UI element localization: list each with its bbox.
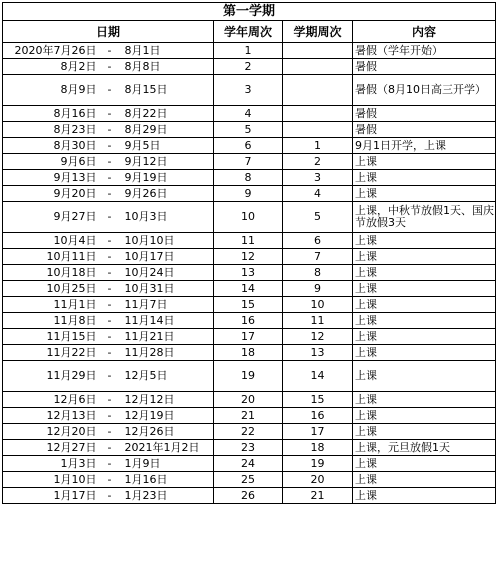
date-separator-cell: - (101, 170, 119, 186)
start-date-cell: 9月27日 (3, 202, 101, 233)
year-week-cell: 20 (214, 392, 283, 408)
content-cell: 上课 (353, 265, 496, 281)
term-week-cell: 9 (283, 281, 353, 297)
table-row (3, 138, 496, 154)
content-cell: 上课 (353, 392, 496, 408)
start-date-cell: 8月23日 (3, 122, 101, 138)
table-row (3, 43, 496, 59)
content-cell: 上课 (353, 154, 496, 170)
schedule-table (2, 2, 496, 504)
content-cell: 上课 (353, 329, 496, 345)
term-week-cell: 2 (283, 154, 353, 170)
start-date-cell: 10月4日 (3, 233, 101, 249)
date-separator-cell: - (101, 43, 119, 59)
date-separator-cell: - (101, 361, 119, 392)
table-row (3, 361, 496, 392)
date-separator-cell: - (101, 265, 119, 281)
table-row (3, 265, 496, 281)
year-week-cell: 13 (214, 265, 283, 281)
date-separator-cell: - (101, 345, 119, 361)
end-date-cell: 10月3日 (119, 202, 214, 233)
start-date-cell: 9月13日 (3, 170, 101, 186)
content-cell: 上课 (353, 345, 496, 361)
end-date-cell: 11月14日 (119, 313, 214, 329)
end-date-cell: 12月19日 (119, 408, 214, 424)
date-separator-cell: - (101, 75, 119, 106)
table-row (3, 313, 496, 329)
term-week-cell: 8 (283, 265, 353, 281)
table-row (3, 122, 496, 138)
start-date-cell: 8月16日 (3, 106, 101, 122)
term-week-cell (283, 122, 353, 138)
year-week-cell: 5 (214, 122, 283, 138)
year-week-cell: 22 (214, 424, 283, 440)
content-cell: 暑假 (353, 59, 496, 75)
header-year-week: 学年周次 (214, 21, 283, 43)
date-separator-cell: - (101, 392, 119, 408)
sheet-title: 第一学期 (3, 3, 496, 21)
end-date-cell: 1月16日 (119, 472, 214, 488)
content-cell: 上课 (353, 361, 496, 392)
term-week-cell: 16 (283, 408, 353, 424)
start-date-cell: 9月20日 (3, 186, 101, 202)
year-week-cell: 10 (214, 202, 283, 233)
term-week-cell: 21 (283, 488, 353, 504)
content-cell: 上课 (353, 313, 496, 329)
year-week-cell: 2 (214, 59, 283, 75)
year-week-cell: 6 (214, 138, 283, 154)
start-date-cell: 8月9日 (3, 75, 101, 106)
term-week-cell: 4 (283, 186, 353, 202)
end-date-cell: 9月5日 (119, 138, 214, 154)
term-week-cell: 5 (283, 202, 353, 233)
term-week-cell (283, 59, 353, 75)
date-separator-cell: - (101, 440, 119, 456)
start-date-cell: 10月18日 (3, 265, 101, 281)
table-row (3, 154, 496, 170)
date-separator-cell: - (101, 472, 119, 488)
date-separator-cell: - (101, 456, 119, 472)
table-row (3, 249, 496, 265)
end-date-cell: 8月22日 (119, 106, 214, 122)
date-separator-cell: - (101, 281, 119, 297)
date-separator-cell: - (101, 297, 119, 313)
content-cell: 暑假（学年开始） (353, 43, 496, 59)
start-date-cell: 11月22日 (3, 345, 101, 361)
term-week-cell: 11 (283, 313, 353, 329)
content-cell: 上课 (353, 170, 496, 186)
year-week-cell: 25 (214, 472, 283, 488)
table-row (3, 456, 496, 472)
year-week-cell: 3 (214, 75, 283, 106)
term-week-cell (283, 106, 353, 122)
end-date-cell: 12月26日 (119, 424, 214, 440)
date-separator-cell: - (101, 233, 119, 249)
date-separator-cell: - (101, 202, 119, 233)
term-week-cell: 10 (283, 297, 353, 313)
content-cell: 暑假（8月10日高三开学） (353, 75, 496, 106)
end-date-cell: 10月17日 (119, 249, 214, 265)
year-week-cell: 4 (214, 106, 283, 122)
header-content: 内容 (353, 21, 496, 43)
start-date-cell: 1月3日 (3, 456, 101, 472)
year-week-cell: 18 (214, 345, 283, 361)
year-week-cell: 12 (214, 249, 283, 265)
table-row (3, 472, 496, 488)
year-week-cell: 15 (214, 297, 283, 313)
term-week-cell: 15 (283, 392, 353, 408)
end-date-cell: 10月24日 (119, 265, 214, 281)
date-separator-cell: - (101, 59, 119, 75)
end-date-cell: 8月15日 (119, 75, 214, 106)
content-cell: 上课 (353, 281, 496, 297)
table-row (3, 440, 496, 456)
content-cell: 上课 (353, 456, 496, 472)
year-week-cell: 17 (214, 329, 283, 345)
table-row (3, 408, 496, 424)
year-week-cell: 9 (214, 186, 283, 202)
end-date-cell: 9月26日 (119, 186, 214, 202)
term-week-cell: 12 (283, 329, 353, 345)
term-week-cell: 19 (283, 456, 353, 472)
schedule-sheet (2, 2, 495, 504)
end-date-cell: 11月28日 (119, 345, 214, 361)
content-cell: 上课，元旦放假1天 (353, 440, 496, 456)
start-date-cell: 11月1日 (3, 297, 101, 313)
term-week-cell: 1 (283, 138, 353, 154)
start-date-cell: 12月20日 (3, 424, 101, 440)
content-cell: 上课 (353, 472, 496, 488)
end-date-cell: 10月10日 (119, 233, 214, 249)
date-separator-cell: - (101, 106, 119, 122)
year-week-cell: 7 (214, 154, 283, 170)
year-week-cell: 11 (214, 233, 283, 249)
term-week-cell: 17 (283, 424, 353, 440)
table-row (3, 281, 496, 297)
year-week-cell: 8 (214, 170, 283, 186)
table-row (3, 488, 496, 504)
end-date-cell: 2021年1月2日 (119, 440, 214, 456)
term-week-cell (283, 75, 353, 106)
date-separator-cell: - (101, 488, 119, 504)
table-row (3, 75, 496, 106)
year-week-cell: 24 (214, 456, 283, 472)
table-row (3, 170, 496, 186)
year-week-cell: 21 (214, 408, 283, 424)
content-cell: 暑假 (353, 122, 496, 138)
start-date-cell: 9月6日 (3, 154, 101, 170)
content-cell: 上课 (353, 297, 496, 313)
term-week-cell: 7 (283, 249, 353, 265)
date-separator-cell: - (101, 424, 119, 440)
table-row (3, 186, 496, 202)
date-separator-cell: - (101, 138, 119, 154)
date-separator-cell: - (101, 154, 119, 170)
table-row (3, 59, 496, 75)
content-cell: 上课 (353, 488, 496, 504)
content-cell: 上课，中秋节放假1天、国庆节放假3天 (353, 202, 496, 233)
end-date-cell: 8月1日 (119, 43, 214, 59)
start-date-cell: 11月15日 (3, 329, 101, 345)
date-separator-cell: - (101, 249, 119, 265)
start-date-cell: 8月30日 (3, 138, 101, 154)
end-date-cell: 11月7日 (119, 297, 214, 313)
start-date-cell: 10月11日 (3, 249, 101, 265)
term-week-cell (283, 43, 353, 59)
date-separator-cell: - (101, 122, 119, 138)
end-date-cell: 9月19日 (119, 170, 214, 186)
date-separator-cell: - (101, 329, 119, 345)
end-date-cell: 10月31日 (119, 281, 214, 297)
term-week-cell: 14 (283, 361, 353, 392)
content-cell: 上课 (353, 424, 496, 440)
date-separator-cell: - (101, 313, 119, 329)
year-week-cell: 1 (214, 43, 283, 59)
end-date-cell: 1月9日 (119, 456, 214, 472)
content-cell: 暑假 (353, 106, 496, 122)
end-date-cell: 12月12日 (119, 392, 214, 408)
term-week-cell: 13 (283, 345, 353, 361)
table-row (3, 106, 496, 122)
start-date-cell: 8月2日 (3, 59, 101, 75)
start-date-cell: 12月13日 (3, 408, 101, 424)
table-row (3, 297, 496, 313)
start-date-cell: 11月8日 (3, 313, 101, 329)
term-week-cell: 3 (283, 170, 353, 186)
table-row (3, 233, 496, 249)
term-week-cell: 20 (283, 472, 353, 488)
end-date-cell: 8月29日 (119, 122, 214, 138)
table-row (3, 202, 496, 233)
start-date-cell: 10月25日 (3, 281, 101, 297)
table-row (3, 392, 496, 408)
table-row (3, 345, 496, 361)
year-week-cell: 26 (214, 488, 283, 504)
content-cell: 上课 (353, 408, 496, 424)
end-date-cell: 9月12日 (119, 154, 214, 170)
term-week-cell: 18 (283, 440, 353, 456)
start-date-cell: 12月27日 (3, 440, 101, 456)
term-week-cell: 6 (283, 233, 353, 249)
content-cell: 上课 (353, 186, 496, 202)
year-week-cell: 23 (214, 440, 283, 456)
year-week-cell: 19 (214, 361, 283, 392)
header-term-week: 学期周次 (283, 21, 353, 43)
content-cell: 上课 (353, 249, 496, 265)
content-cell: 9月1日开学，上课 (353, 138, 496, 154)
table-row (3, 424, 496, 440)
start-date-cell: 12月6日 (3, 392, 101, 408)
end-date-cell: 1月23日 (119, 488, 214, 504)
header-row (3, 21, 496, 43)
start-date-cell: 2020年7月26日 (3, 43, 101, 59)
end-date-cell: 12月5日 (119, 361, 214, 392)
table-row (3, 329, 496, 345)
content-cell: 上课 (353, 233, 496, 249)
end-date-cell: 8月8日 (119, 59, 214, 75)
header-date: 日期 (3, 21, 214, 43)
start-date-cell: 1月10日 (3, 472, 101, 488)
year-week-cell: 14 (214, 281, 283, 297)
end-date-cell: 11月21日 (119, 329, 214, 345)
start-date-cell: 11月29日 (3, 361, 101, 392)
start-date-cell: 1月17日 (3, 488, 101, 504)
year-week-cell: 16 (214, 313, 283, 329)
date-separator-cell: - (101, 408, 119, 424)
date-separator-cell: - (101, 186, 119, 202)
